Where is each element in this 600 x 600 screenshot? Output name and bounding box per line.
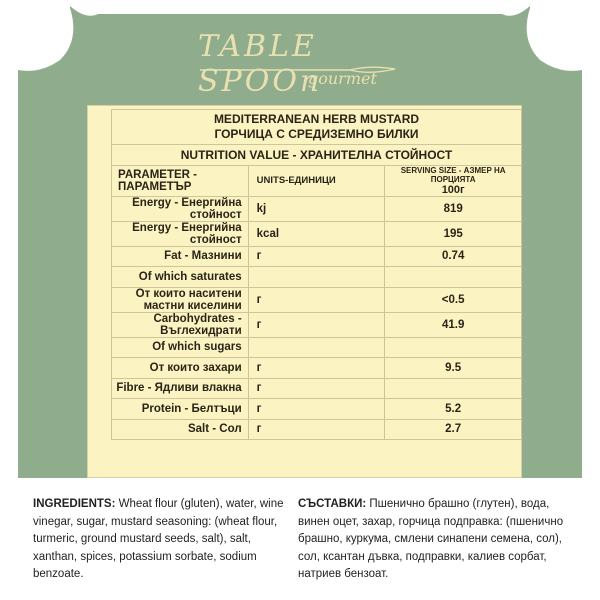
row-value: 0.74 <box>385 246 522 267</box>
row-param: От които наситени мастни киселини <box>112 287 249 312</box>
row-unit: г <box>248 399 385 420</box>
row-param: Energy - Енергийна стойност <box>112 221 249 246</box>
product-title <box>112 110 522 145</box>
header-serving-size: SERVING SIZE - АЗМЕР НА ПОРЦИЯТА <box>400 165 506 184</box>
ingredients-en-label: INGREDIENTS: <box>33 498 116 510</box>
row-param: Fibre - Ядливи влакна <box>112 378 249 399</box>
product-title-bg: ГОРЧИЦА С СРЕДИЗЕМНО БИЛКИ <box>214 127 419 141</box>
row-unit: г <box>248 287 385 312</box>
row-value <box>385 378 522 399</box>
row-unit: kj <box>248 196 385 221</box>
ingredients-en <box>33 496 293 584</box>
row-unit <box>248 337 385 358</box>
product-title-en: MEDITERRANEAN HERB MUSTARD <box>213 112 420 126</box>
table-row <box>112 287 522 312</box>
brand-logo <box>190 25 410 99</box>
row-param: Of which sugars <box>112 337 249 358</box>
table-row <box>112 312 522 337</box>
row-value: 195 <box>385 221 522 246</box>
row-param: Energy - Енергийна стойност <box>112 196 249 221</box>
nutrition-heading: NUTRITION VALUE - ХРАНИТЕЛНА СТОЙНОСТ <box>112 145 522 166</box>
table-row <box>112 399 522 420</box>
row-unit: г <box>248 246 385 267</box>
nutrition-table <box>111 109 522 500</box>
row-value: 2.7 <box>385 419 522 440</box>
row-value: <0.5 <box>385 287 522 312</box>
row-param: Fat - Мазнини <box>112 246 249 267</box>
row-unit <box>248 267 385 288</box>
row-value <box>385 337 522 358</box>
table-blank-row <box>112 440 522 501</box>
table-row <box>112 358 522 379</box>
ingredients-bg-text: Пшенично брашно (глутен), вода, винен оцет, захар, горчица подправка: (пшенично брашно, куркума, смлени синапени семена, сол), сол, ксантан дъвка, подправки, калиев сорбат, натриев бензоат. <box>298 498 564 580</box>
row-value: 819 <box>385 196 522 221</box>
row-unit: kcal <box>248 221 385 246</box>
row-unit: г <box>248 358 385 379</box>
table-row <box>112 267 522 288</box>
table-row <box>112 419 522 440</box>
row-value: 41.9 <box>385 312 522 337</box>
header-parameter: PARAMETER - ПАРАМЕТЪР <box>112 165 249 196</box>
ingredients-en-text: Wheat flour (gluten), water, wine vinegar, sugar, mustard seasoning: (wheat flour, turmeric, ground mustard seeds, salt), salt, xanthan, spices, potassium sorbate, sodium benzoate. <box>33 498 284 580</box>
row-param: Salt - Сол <box>112 419 249 440</box>
row-unit: г <box>248 378 385 399</box>
header-serving <box>385 165 522 196</box>
brand-logo-main: TABLE SPOOn <box>198 29 323 99</box>
table-row <box>112 337 522 358</box>
row-param: Protein - Белтъци <box>112 399 249 420</box>
table-row <box>112 378 522 399</box>
row-unit: г <box>248 419 385 440</box>
brand-logo-sub: gourmet <box>308 69 377 88</box>
row-param: Of which saturates <box>112 267 249 288</box>
row-param: От които захари <box>112 358 249 379</box>
row-value: 5.2 <box>385 399 522 420</box>
row-value <box>385 267 522 288</box>
ingredients-bg-label: СЪСТАВКИ: <box>298 498 367 510</box>
row-param: Carbohydrates - Въглехидрати <box>112 312 249 337</box>
header-serving-amount: 100г <box>441 183 465 196</box>
row-value: 9.5 <box>385 358 522 379</box>
row-unit: г <box>248 312 385 337</box>
header-units: UNITS-ЕДИНИЦИ <box>248 165 385 196</box>
table-row <box>112 196 522 221</box>
table-row <box>112 246 522 267</box>
table-row <box>112 221 522 246</box>
ingredients-bg <box>298 496 578 584</box>
